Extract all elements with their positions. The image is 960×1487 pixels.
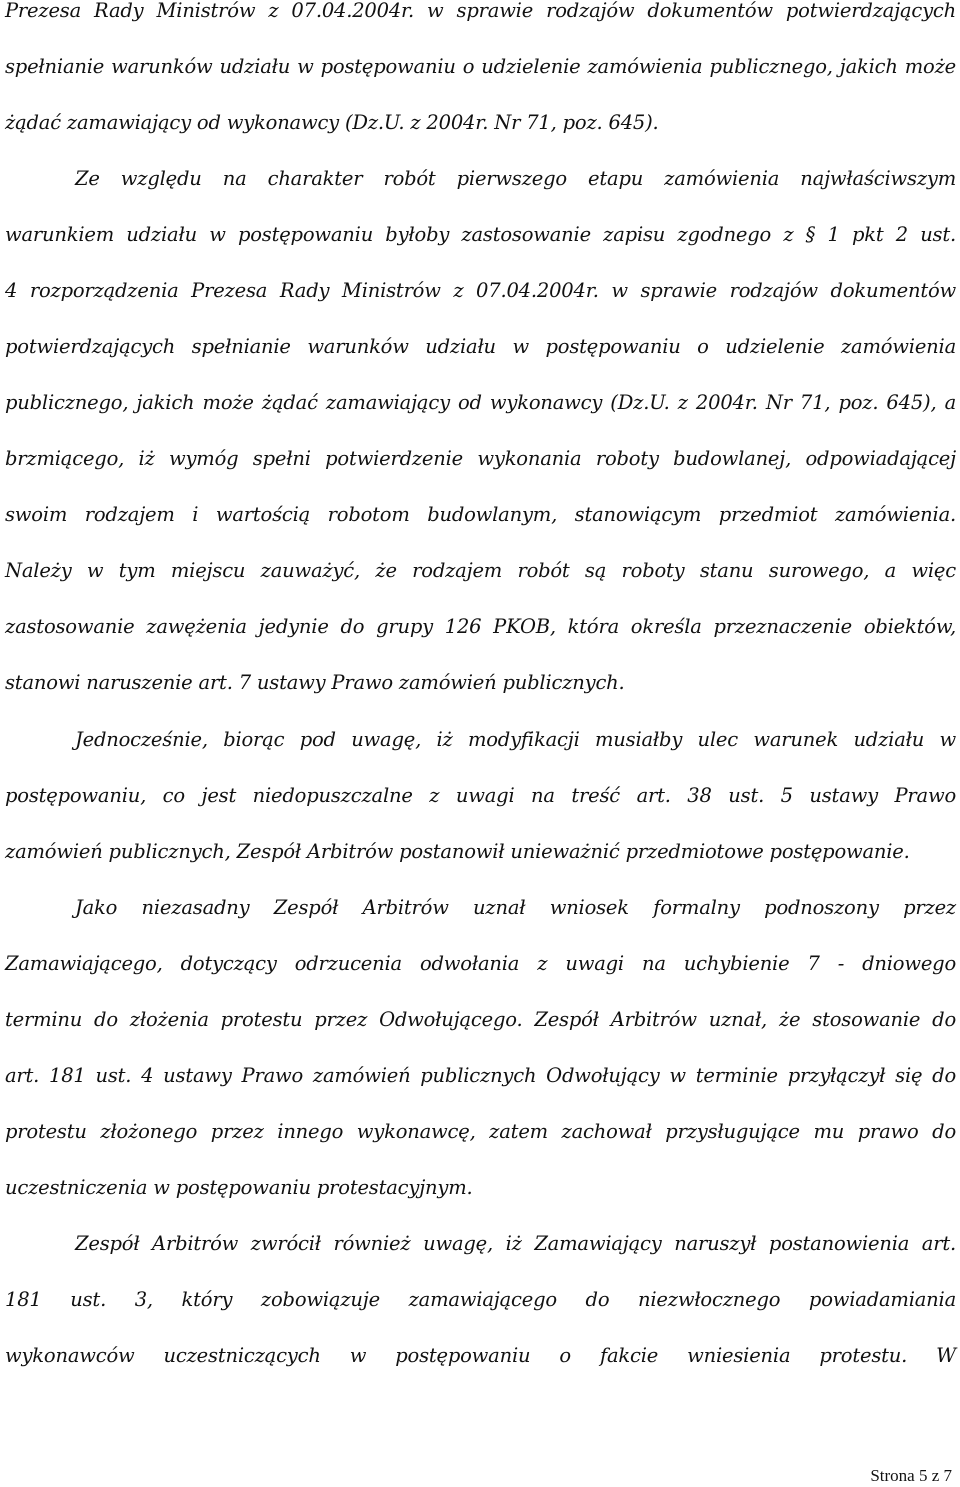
text-line-19: terminu do złożenia protestu przez Odwołującego. Zespół Arbitrów uznał, że stosowanie do bbox=[5, 1008, 956, 1031]
text-line-5: warunkiem udziału w postępowaniu byłoby zastosowanie zapisu zgodnego z § 1 pkt 2 ust. bbox=[5, 223, 956, 246]
text-line-16: zamówień publicznych, Zespół Arbitrów postanowił unieważnić przedmiotowe postępowanie. bbox=[5, 840, 910, 863]
text-line-24: 181 ust. 3, który zobowiązuje zamawiającego do niezwłocznego powiadamiania bbox=[5, 1288, 956, 1311]
text-line-3: żądać zamawiający od wykonawcy (Dz.U. z 2004r. Nr 71, poz. 645). bbox=[5, 111, 659, 134]
text-line-7: potwierdzających spełnianie warunków udziału w postępowaniu o udzielenie zamówienia bbox=[5, 335, 956, 358]
text-line-20: art. 181 ust. 4 ustawy Prawo zamówień publicznych Odwołujący w terminie przyłączył się do bbox=[5, 1064, 956, 1087]
text-line-11: Należy w tym miejscu zauważyć, że rodzajem robót są roboty stanu surowego, a więc bbox=[5, 559, 956, 582]
text-line-22: uczestniczenia w postępowaniu protestacyjnym. bbox=[5, 1176, 473, 1199]
text-line-10: swoim rodzajem i wartością robotom budowlanym, stanowiącym przedmiot zamówienia. bbox=[5, 503, 956, 526]
text-line-15: postępowaniu, co jest niedopuszczalne z uwagi na treść art. 38 ust. 5 ustawy Prawo bbox=[5, 784, 956, 807]
text-line-9: brzmiącego, iż wymóg spełni potwierdzenie wykonania roboty budowlanej, odpowiadającej bbox=[5, 447, 956, 470]
text-line-21: protestu złożonego przez innego wykonawcę, zatem zachował przysługujące mu prawo do bbox=[5, 1120, 956, 1143]
text-line-13: stanowi naruszenie art. 7 ustawy Prawo zamówień publicznych. bbox=[5, 671, 625, 694]
text-line-8: publicznego, jakich może żądać zamawiający od wykonawcy (Dz.U. z 2004r. Nr 71, poz. 645), a bbox=[5, 391, 956, 414]
page-number: Strona 5 z 7 bbox=[870, 1466, 952, 1485]
text-line-12: zastosowanie zawężenia jedynie do grupy 126 PKOB, która określa przeznaczenie obiektów, bbox=[5, 615, 956, 638]
text-line-14: Jednocześnie, biorąc pod uwagę, iż modyfikacji musiałby ulec warunek udziału w bbox=[75, 728, 956, 751]
text-line-25: wykonawców uczestniczących w postępowaniu o fakcie wniesienia protestu. W bbox=[5, 1344, 956, 1367]
text-line-1: Prezesa Rady Ministrów z 07.04.2004r. w sprawie rodzajów dokumentów potwierdzających bbox=[5, 0, 956, 22]
text-line-23: Zespół Arbitrów zwrócił również uwagę, iż Zamawiający naruszył postanowienia art. bbox=[75, 1232, 956, 1255]
text-line-18: Zamawiającego, dotyczący odrzucenia odwołania z uwagi na uchybienie 7 - dniowego bbox=[5, 952, 956, 975]
text-line-2: spełnianie warunków udziału w postępowaniu o udzielenie zamówienia publicznego, jakich może bbox=[5, 55, 956, 78]
text-line-17: Jako niezasadny Zespół Arbitrów uznał wniosek formalny podnoszony przez bbox=[75, 896, 956, 919]
text-line-4: Ze względu na charakter robót pierwszego etapu zamówienia najwłaściwszym bbox=[75, 167, 956, 190]
text-line-6: 4 rozporządzenia Prezesa Rady Ministrów z 07.04.2004r. w sprawie rodzajów dokumentów bbox=[5, 279, 956, 302]
